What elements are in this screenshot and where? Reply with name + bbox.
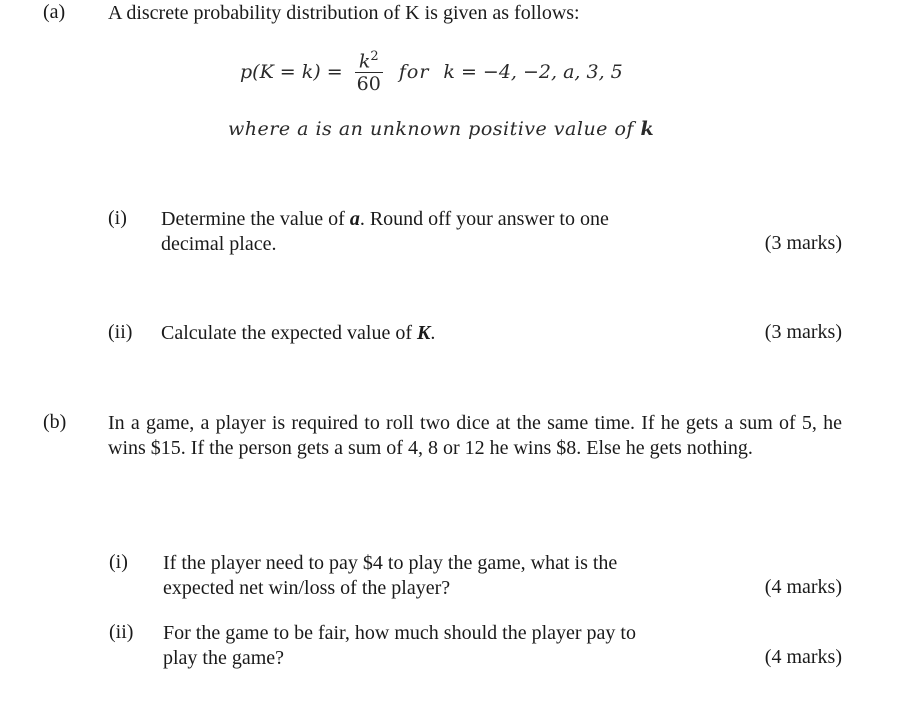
- question-b-i-label: (i): [109, 551, 128, 573]
- question-a-ii-marks: (3 marks): [764, 321, 842, 343]
- question-a-ii-line1: [161, 321, 435, 346]
- question-a-i-line1-post: . Round off your answer to one: [359, 208, 609, 230]
- part-b-text: In a game, a player is required to roll two dice at the same time. If he gets a sum of 5, he wins $15. If the person gets a sum of 4, 8 or 12 he wins $8. Else he gets nothing.: [108, 412, 842, 459]
- formula-denominator: 60: [356, 73, 381, 96]
- question-a-i-var: a: [349, 208, 360, 230]
- unknown-condition: [228, 118, 654, 140]
- question-a-i-line1-pre: Determine the value of: [161, 208, 350, 230]
- formula-for-word: for: [398, 61, 430, 83]
- condition-text: where a is an unknown positive value of: [228, 118, 634, 140]
- formula-numerator-exp: 2: [370, 48, 379, 64]
- question-b-ii-line2: play the game?: [163, 647, 285, 669]
- formula-numerator-base: k: [358, 50, 371, 73]
- formula-fraction: [355, 49, 383, 95]
- question-a-i-label: (i): [108, 207, 127, 229]
- formula-domain: k = −4, −2, a, 3, 5: [443, 61, 623, 83]
- question-a-ii-var: K: [417, 322, 431, 344]
- question-a-i-line1: [161, 207, 609, 232]
- part-b-label: (b): [43, 411, 67, 433]
- question-a-i-marks: (3 marks): [764, 232, 842, 254]
- formula-lhs: p(K = k) =: [240, 61, 343, 83]
- question-b-i-line2: expected net win/loss of the player?: [163, 577, 451, 599]
- question-a-i-line2: decimal place.: [161, 233, 277, 255]
- part-a-label: (a): [43, 1, 66, 23]
- question-b-ii-line1: For the game to be fair, how much should the player pay to: [163, 622, 636, 644]
- question-a-ii-line1-pre: Calculate the expected value of: [161, 322, 417, 344]
- probability-formula: [240, 42, 623, 102]
- question-a-ii-label: (ii): [108, 321, 133, 343]
- question-b-ii-marks: (4 marks): [764, 646, 842, 668]
- question-a-ii-line1-post: .: [430, 322, 436, 344]
- condition-bold-var: k: [640, 118, 655, 140]
- question-b-i-line1: If the player need to pay $4 to play the game, what is the: [163, 552, 618, 574]
- question-b-ii-label: (ii): [109, 621, 134, 643]
- question-b-i-marks: (4 marks): [764, 576, 842, 598]
- part-a-intro: A discrete probability distribution of K is given as follows:: [108, 2, 580, 24]
